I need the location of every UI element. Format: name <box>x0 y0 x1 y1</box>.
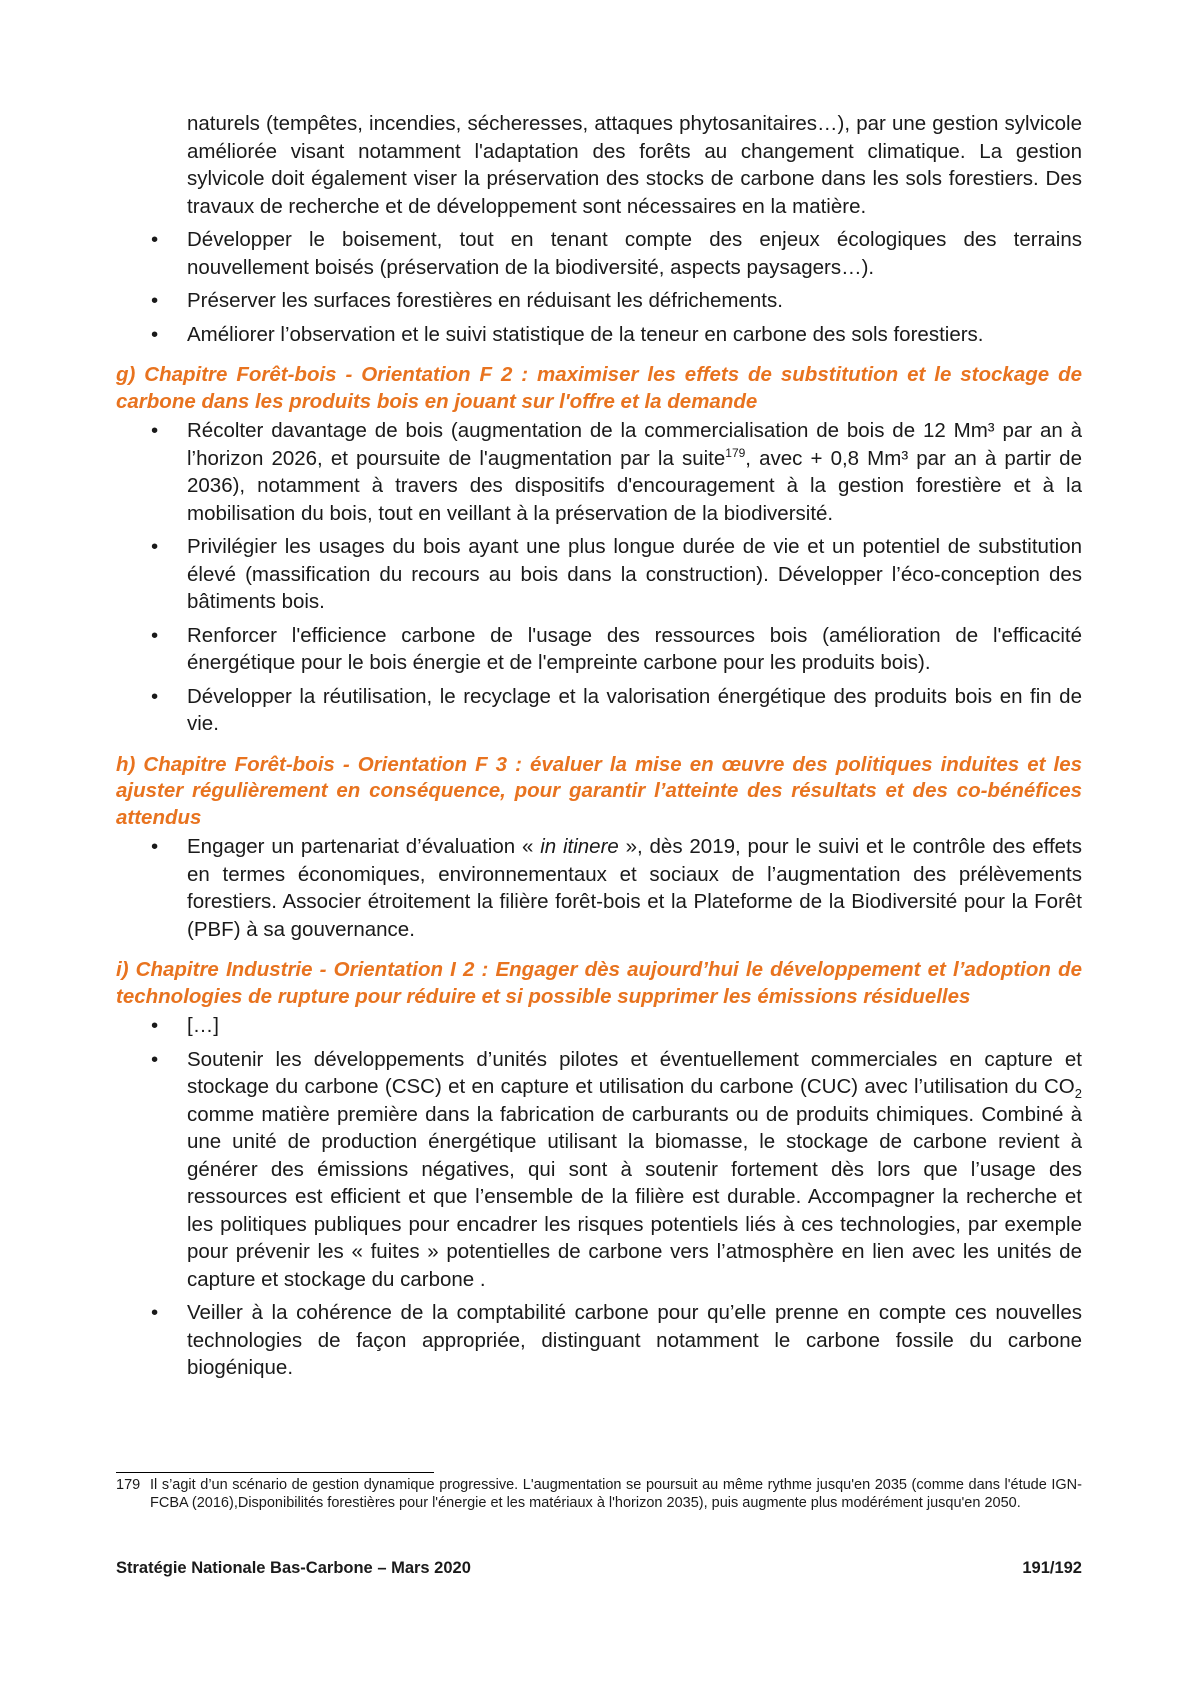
list-item <box>116 1012 1082 1040</box>
bullet-text: Renforcer l'efficience carbone de l'usage des ressources bois (amélioration de l'efficacité énergétique pour le bois énergie et de l'empreinte carbone pour les produits bois). <box>187 623 1082 674</box>
section-h-heading: h) Chapitre Forêt-bois - Orientation F 3 : évaluer la mise en œuvre des politiques induites et les ajuster régulièrement en conséquence, pour garantir l’atteinte des résultats et des co-bénéfices attendus <box>116 752 1082 829</box>
bullet-dot: • <box>151 1047 159 1071</box>
list-item <box>116 417 1082 527</box>
section-g-heading: g) Chapitre Forêt-bois - Orientation F 2 : maximiser les effets de substitution et le stockage de carbone dans les produits bois en jouant sur l'offre et la demande <box>116 363 1082 413</box>
bullet-text-part: », dès 2019, pour le suivi et le contrôle des effets en termes économiques, environnementaux et sociaux de l’augmentation des prélèvements forestiers. Associer étroitement la filière forêt-bois et la Plateforme de la Biodiversité pour la Forêt (PBF) à sa gouvernance. <box>187 835 1082 941</box>
list-item <box>116 683 1082 738</box>
bullet-text: Préserver les surfaces forestières en réduisant les défrichements. <box>187 289 783 312</box>
footnote-ref-179[interactable]: 179 <box>725 445 746 460</box>
bullet-list-g <box>116 417 1082 738</box>
bullet-dot: • <box>151 684 159 708</box>
list-item <box>116 321 1082 349</box>
footnote-number: 179 <box>116 1477 141 1493</box>
bullet-text-part: Récolter davantage de bois (augmentation de la commercialisation de bois de 12 Mm³ par an à l’horizon 2026, et poursuite de l'augmentation par la suite <box>187 419 1082 470</box>
bullet-dot: • <box>151 419 159 442</box>
subscript-2: 2 <box>1074 1086 1082 1102</box>
page-body <box>116 110 1082 1388</box>
footnote-separator <box>116 1472 434 1473</box>
list-item <box>116 1046 1082 1294</box>
list-item <box>116 622 1082 677</box>
footnote <box>116 1477 1082 1512</box>
bullet-dot: • <box>151 1301 159 1324</box>
footer-title: Stratégie Nationale Bas-Carbone – Mars 2020 <box>116 1559 471 1577</box>
bullet-dot: • <box>151 1014 159 1037</box>
bullet-text: Développer le boisement, tout en tenant compte des enjeux écologiques des terrains nouvellement boisés (préservation de la biodiversité, aspects paysagers…). <box>187 228 1082 279</box>
bullet-text-part: comme matière première dans la fabrication de carburants ou de produits chimiques. Combiné à une unité de production énergétique utilisant la biomasse, le stockage de carbone revient à générer des émissions négatives, qui sont à soutenir fortement dès lors que l’usage des ressources est efficient et que l’ensemble de la filière est durable. Accompagner la recherche et les politiques publiques pour encadrer les risques potentiels liés à ces technologies, par exemple pour prévenir les « fuites » potentielles de carbone vers l’atmosphère en lien avec les unités de capture et stockage du carbone . <box>187 1102 1082 1291</box>
bullet-text: Privilégier les usages du bois ayant une plus longue durée de vie et un potentiel de substitution élevé (massification du recours au bois dans la construction). Développer l’éco-conception des bâtiments bois. <box>187 535 1082 613</box>
bullet-dot: • <box>151 623 159 647</box>
bullet-dot: • <box>151 289 159 312</box>
list-item <box>116 1299 1082 1382</box>
italic-term: in itinere <box>540 835 619 858</box>
bullet-text-part: Engager un partenariat d’évaluation « <box>187 835 541 858</box>
page-footer <box>116 1559 1082 1578</box>
bullet-dot: • <box>151 322 159 346</box>
bullet-text <box>187 417 1082 527</box>
bullet-text-part: Soutenir les développements d’unités pilotes et éventuellement commerciales en capture et stockage du carbone (CSC) et en capture et utilisation du carbone (CUC) avec l’utilisation du CO <box>187 1047 1082 1098</box>
bullet-text: Améliorer l’observation et le suivi statistique de la teneur en carbone des sols forestiers. <box>187 322 984 346</box>
continuation-paragraph: naturels (tempêtes, incendies, sécheresses, attaques phytosanitaires…), par une gestion sylvicole améliorée visant notamment l'adaptation des forêts au changement climatique. La gestion sylvicole doit également viser la préservation des stocks de carbone dans les sols forestiers. Des travaux de recherche et de développement sont nécessaires en la matière. <box>187 112 1082 218</box>
bullet-list-i <box>116 1012 1082 1382</box>
bullet-text: […] <box>187 1014 219 1037</box>
page-number: 191/192 <box>1022 1559 1082 1577</box>
bullet-text: Développer la réutilisation, le recyclage et la valorisation énergétique des produits bois en fin de vie. <box>187 684 1082 735</box>
list-item <box>116 833 1082 943</box>
bullet-dot: • <box>151 835 159 858</box>
bullet-list-h <box>116 833 1082 943</box>
list-item <box>116 533 1082 616</box>
bullet-text: Veiller à la cohérence de la comptabilité carbone pour qu’elle prenne en compte ces nouvelles technologies de façon appropriée, distinguant notamment le carbone fossile du carbone biogénique. <box>187 1301 1082 1379</box>
bullet-text <box>187 833 1082 943</box>
footnote-text: Il s’agit d’un scénario de gestion dynamique progressive. L'augmentation se poursuit au même rythme jusqu'en 2035 (comme dans l'étude IGN-FCBA (2016),Disponibilités forestières pour l'énergie et les matériaux à l'horizon 2035), puis augmente plus modérément jusqu'en 2050. <box>150 1477 1082 1511</box>
bullet-text <box>187 1046 1082 1294</box>
section-i-heading: i) Chapitre Industrie - Orientation I 2 : Engager dès aujourd’hui le développement et l’adoption de technologies de rupture pour réduire et si possible supprimer les émissions résiduelles <box>116 958 1082 1008</box>
bullet-dot: • <box>151 228 159 251</box>
bullet-text-part: , avec + 0,8 Mm³ par an à partir de 2036), notamment à travers des dispositifs d'encouragement à la gestion forestière et à la mobilisation du bois, tout en veillant à la préservation de la biodiversité. <box>187 446 1082 525</box>
list-item <box>116 287 1082 315</box>
bullet-list-f1 <box>116 226 1082 348</box>
bullet-dot: • <box>151 535 159 558</box>
list-item <box>116 226 1082 281</box>
